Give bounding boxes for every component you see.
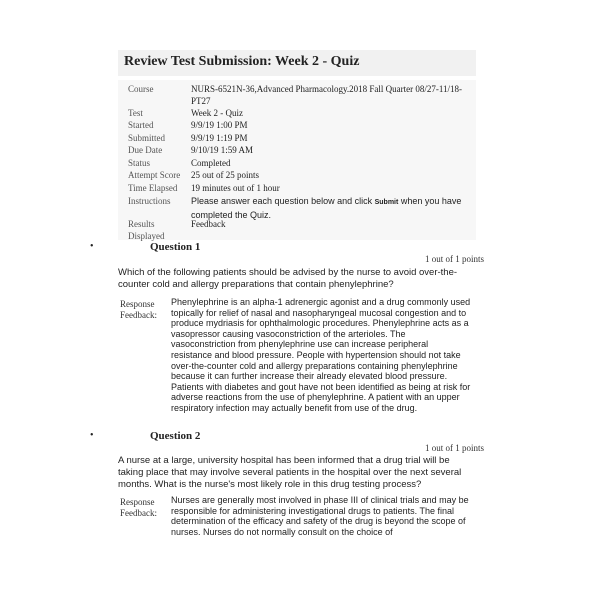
attempt-score-value: 25 out of 25 points bbox=[191, 170, 260, 180]
question-2-points: 1 out of 1 points bbox=[424, 443, 484, 453]
question-2-title: Question 2 bbox=[150, 430, 201, 442]
instructions-text-end: when you have completed the Quiz. bbox=[191, 196, 462, 220]
due-date-label: Due Date bbox=[128, 145, 163, 155]
question-1-title: Question 1 bbox=[150, 241, 201, 253]
question-1-points: 1 out of 1 points bbox=[424, 254, 484, 264]
title-bar bbox=[118, 50, 476, 76]
submit-word: Submit bbox=[374, 199, 399, 206]
test-label: Test bbox=[128, 108, 143, 118]
test-value: Week 2 - Quiz bbox=[191, 108, 244, 118]
submitted-label: Submitted bbox=[128, 133, 166, 143]
question-1-feedback-label: Response Feedback: bbox=[120, 299, 157, 320]
instructions-label: Instructions bbox=[128, 196, 171, 206]
status-label: Status bbox=[128, 158, 151, 168]
page-title: Review Test Submission: Week 2 - Quiz bbox=[124, 54, 360, 69]
attempt-score-label: Attempt Score bbox=[128, 170, 181, 180]
time-elapsed-label: Time Elapsed bbox=[128, 183, 178, 193]
instructions-text-start: Please answer each question below and click bbox=[191, 196, 375, 206]
question-2-feedback-label: Response Feedback: bbox=[120, 497, 157, 518]
submission-summary bbox=[118, 80, 476, 240]
time-elapsed-value: 19 minutes out of 1 hour bbox=[191, 183, 280, 193]
due-date-value: 9/10/19 1:59 AM bbox=[191, 145, 254, 155]
course-value: NURS-6521N-36,Advanced Pharmacology.2018 Fall Quarter 08/27-11/18-PT27 bbox=[191, 84, 463, 106]
started-label: Started bbox=[128, 120, 154, 130]
results-displayed-value: Feedback bbox=[191, 219, 226, 229]
question-bullet: • bbox=[90, 430, 94, 441]
status-value: Completed bbox=[191, 158, 231, 168]
question-2-feedback: Nurses are generally most involved in phase III of clinical trials and may be responsible for administering investigational drugs to patients. The final determination of the efficacy and safety of the drug is beyond the scope of nurses. Nurses do not normally consult on the choice of bbox=[171, 495, 469, 537]
question-bullet: • bbox=[90, 241, 94, 252]
results-displayed-label: Results Displayed bbox=[128, 219, 165, 241]
question-1-feedback: Phenylephrine is an alpha-1 adrenergic agonist and a drug commonly used topically for relief of nasal and nasopharyngeal mucosal congestion and to produce mydriasis for ophthalmologic procedures. Phenylephrine acts as a vasopressor causing vasoconstriction of the arterioles. The vasoconstriction from phenylephrine use can increase peripheral resistance and blood pressure. People with hypertension should not take over-the-counter cold and allergy preparations containing phenylephrine because it can further increase their already elevated blood pressure. Patients with diabetes and gout have not been identified as being at risk for adverse reactions from the use of phenylephrine. A patient with an upper respiratory infection may actually benefit from use of the drug. bbox=[171, 297, 471, 413]
question-1-text: Which of the following patients should be advised by the nurse to avoid over-the-counter cold and allergy preparations that contain phenylephrine? bbox=[118, 267, 458, 290]
started-value: 9/9/19 1:00 PM bbox=[191, 120, 248, 130]
course-label: Course bbox=[128, 84, 154, 94]
question-2-text: A nurse at a large, university hospital has been informed that a drug trial will be taking place that may involve several patients in the hospital over the next several months. What is the nurse's most likely role in this drug testing process? bbox=[118, 455, 462, 490]
submitted-value: 9/9/19 1:19 PM bbox=[191, 133, 248, 143]
